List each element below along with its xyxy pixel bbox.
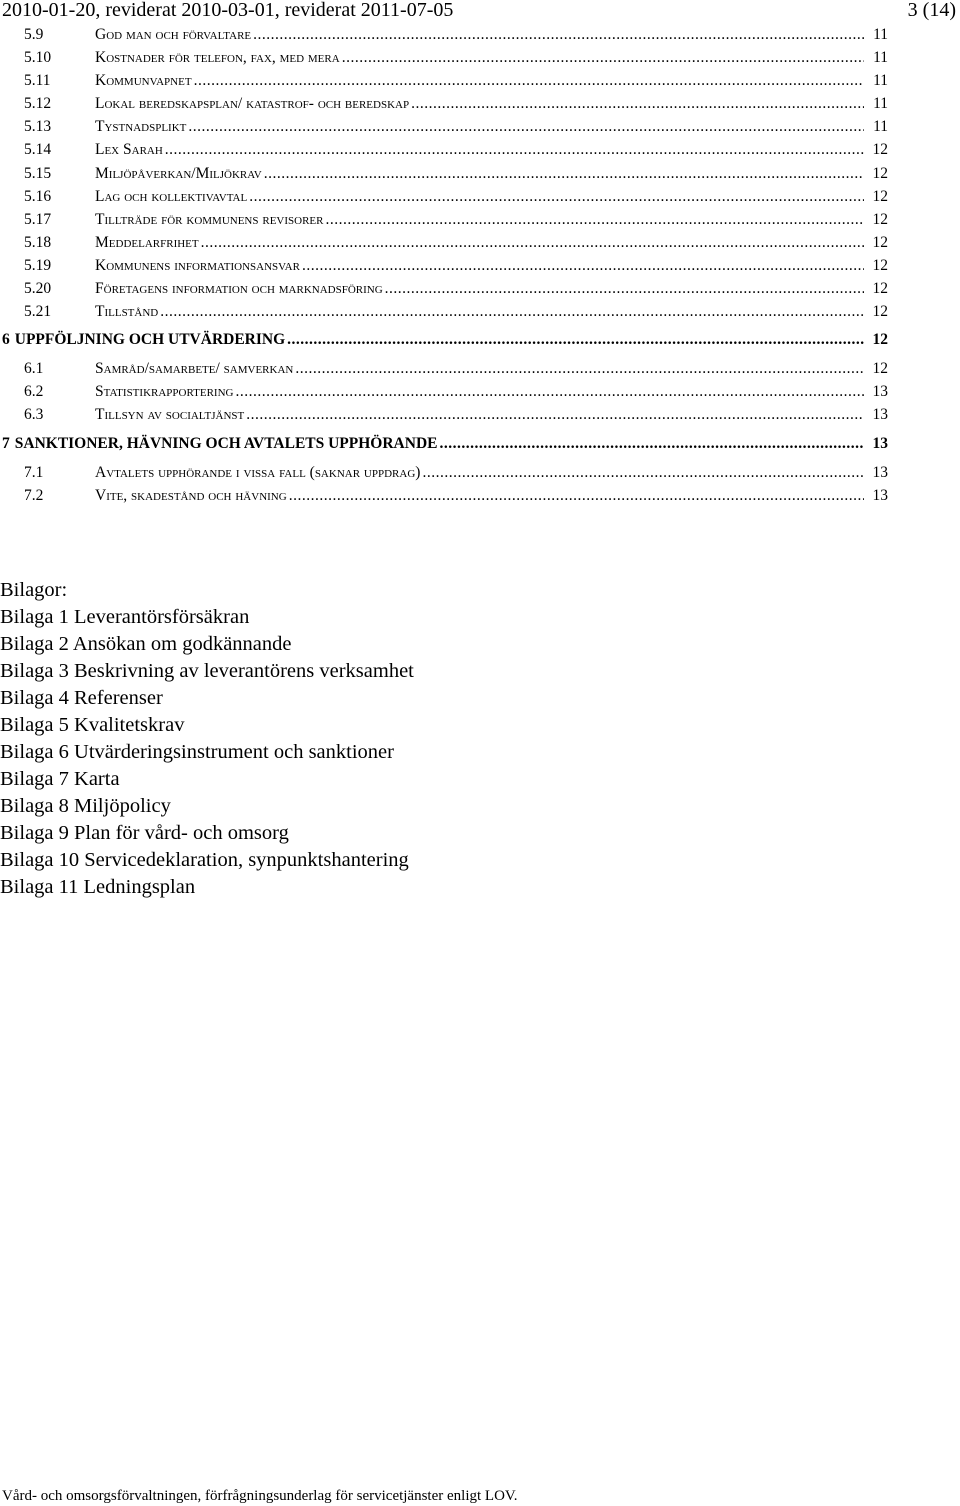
annex-heading: Bilagor: [0, 579, 68, 601]
toc-number: 5.21 [24, 303, 52, 321]
toc-title: Kommunvapnet [95, 72, 192, 90]
toc-section-entry[interactable] [2, 277, 888, 300]
toc-dot-leader [235, 380, 864, 403]
toc-dot-leader [188, 115, 864, 138]
toc-dot-leader [246, 403, 864, 426]
toc-section-entry[interactable] [2, 461, 888, 484]
toc-page-number: 12 [872, 187, 888, 205]
toc-number: 6.2 [24, 383, 44, 401]
annex-item: Bilaga 5 Kvalitetskrav [0, 714, 185, 736]
toc-dot-leader [201, 231, 864, 254]
toc-section-entry[interactable] [2, 231, 888, 254]
toc-title: Tillsyn av socialtjänst [95, 406, 245, 424]
toc-dot-leader [249, 185, 864, 208]
annex-item: Bilaga 10 Servicedeklaration, synpunktshantering [0, 849, 409, 871]
toc-section-entry[interactable] [2, 138, 888, 161]
annex-item: Bilaga 11 Ledningsplan [0, 876, 196, 898]
toc-dot-leader [194, 69, 864, 92]
toc-section-entry[interactable] [2, 484, 888, 507]
toc-number: 6 [2, 331, 10, 349]
toc-title: Tillstånd [95, 303, 159, 321]
toc-dot-leader [289, 484, 864, 507]
toc-section-entry[interactable] [2, 208, 888, 231]
toc-title: Företagens information och marknadsföring [95, 280, 383, 298]
toc-page-number: 12 [872, 360, 888, 378]
toc-page-number: 12 [872, 233, 888, 251]
page-number: 3 (14) [907, 0, 956, 21]
toc-number: 6.1 [24, 360, 44, 378]
toc-number: 5.13 [24, 118, 52, 136]
annex-item: Bilaga 3 Beskrivning av leverantörens verksamhet [0, 660, 414, 682]
annex-item: Bilaga 1 Leverantörsförsäkran [0, 606, 250, 628]
toc-page-number: 11 [873, 26, 888, 43]
toc-number: 6.3 [24, 406, 44, 424]
toc-section-entry[interactable] [2, 403, 888, 426]
toc-title: Lag och kollektivavtal [95, 187, 248, 205]
toc-title: Kostnader för telefon, fax, med mera [95, 49, 340, 67]
toc-section-entry[interactable] [2, 23, 888, 46]
toc-section-entry[interactable] [2, 300, 888, 323]
toc-page-number: 12 [872, 141, 888, 159]
toc-page-number: 13 [872, 486, 888, 504]
toc-number: 5.14 [24, 141, 52, 159]
toc-title: Lokal beredskapsplan/ katastrof- och beredskap [95, 95, 410, 113]
toc-section-entry[interactable] [2, 357, 888, 380]
toc-number: 5.17 [24, 210, 52, 228]
toc-page-number: 12 [872, 331, 888, 349]
toc-dot-leader [165, 138, 864, 161]
toc-dot-leader [295, 357, 864, 380]
toc-chapter-entry[interactable] [2, 427, 888, 461]
toc-dot-leader [325, 208, 864, 231]
toc-number: 5.11 [24, 72, 51, 90]
toc-dot-leader [411, 92, 864, 115]
toc-number: 7.1 [24, 463, 44, 481]
toc-page-number: 12 [872, 280, 888, 298]
toc-title: Statistikrapportering [95, 383, 234, 401]
page-header-dates: 2010-01-20, reviderat 2010-03-01, reviderat 2011-07-05 [2, 0, 454, 21]
toc-section-entry[interactable] [2, 69, 888, 92]
toc-title: Kommunens informationsansvar [95, 256, 300, 274]
toc-number: 5.10 [24, 49, 52, 67]
toc-section-entry[interactable] [2, 380, 888, 403]
toc-title: Samråd/samarbete/ samverkan [95, 360, 294, 378]
annex-item: Bilaga 4 Referenser [0, 687, 163, 709]
toc-number: 5.15 [24, 164, 52, 182]
toc-dot-leader [342, 46, 864, 69]
toc-page-number: 12 [872, 210, 888, 228]
toc-title: Tillträde för kommunens revisorer [95, 210, 324, 228]
toc-section-entry[interactable] [2, 46, 888, 69]
annex-item: Bilaga 8 Miljöpolicy [0, 795, 171, 817]
annex-item: Bilaga 9 Plan för vård- och omsorg [0, 822, 289, 844]
toc-page-number: 13 [872, 463, 888, 481]
toc-title: Lex Sarah [95, 141, 163, 159]
toc-page-number: 11 [873, 49, 888, 67]
toc-page-number: 12 [872, 164, 888, 182]
toc-title: SANKTIONER, HÄVNING OCH AVTALETS UPPHÖRANDE [14, 434, 438, 452]
toc-page-number: 13 [872, 383, 888, 401]
toc-number: 7 [2, 434, 10, 452]
toc-title: Meddelarfrihet [95, 233, 199, 251]
toc-page-number: 11 [873, 118, 888, 136]
annex-item: Bilaga 6 Utvärderingsinstrument och sanktioner [0, 741, 394, 763]
toc-dot-leader [422, 461, 864, 484]
toc-number: 5.9 [24, 26, 44, 43]
toc-section-entry[interactable] [2, 254, 888, 277]
toc-chapter-entry[interactable] [2, 323, 888, 357]
toc-title: UPPFÖLJNING OCH UTVÄRDERING [14, 331, 286, 349]
toc-dot-leader [287, 323, 864, 357]
toc-dot-leader [264, 162, 864, 185]
toc-page-number: 11 [873, 72, 888, 90]
toc-number: 5.19 [24, 256, 52, 274]
toc-title: Miljöpåverkan/Miljökrav [95, 164, 262, 182]
toc-dot-leader [439, 427, 864, 461]
toc-dot-leader [385, 277, 864, 300]
toc-section-entry[interactable] [2, 92, 888, 115]
toc-number: 5.18 [24, 233, 52, 251]
toc-title: Vite, skadestånd och hävning [95, 486, 287, 504]
toc-page-number: 13 [872, 434, 888, 452]
toc-page-number: 13 [872, 406, 888, 424]
toc-dot-leader [160, 300, 864, 323]
annex-item: Bilaga 2 Ansökan om godkännande [0, 633, 292, 655]
toc-page-number: 11 [873, 95, 888, 113]
toc-title: God man och förvaltare [95, 26, 252, 43]
table-of-contents [2, 23, 888, 507]
toc-section-entry[interactable] [2, 185, 888, 208]
page-footer: Vård- och omsorgsförvaltningen, förfrågningsunderlag för servicetjänster enligt LOV. [2, 1488, 518, 1504]
annex-item: Bilaga 7 Karta [0, 768, 120, 790]
toc-number: 7.2 [24, 486, 44, 504]
toc-dot-leader [302, 254, 864, 277]
toc-number: 5.16 [24, 187, 52, 205]
toc-number: 5.20 [24, 280, 52, 298]
toc-title: Avtalets upphörande i vissa fall (saknar uppdrag) [95, 463, 421, 481]
toc-page-number: 12 [872, 303, 888, 321]
toc-section-entry[interactable] [2, 115, 888, 138]
toc-page-number: 12 [872, 256, 888, 274]
toc-section-entry[interactable] [2, 162, 888, 185]
toc-number: 5.12 [24, 95, 52, 113]
toc-title: Tystnadsplikt [95, 118, 187, 136]
toc-dot-leader [253, 23, 864, 46]
annex-list [0, 577, 414, 901]
